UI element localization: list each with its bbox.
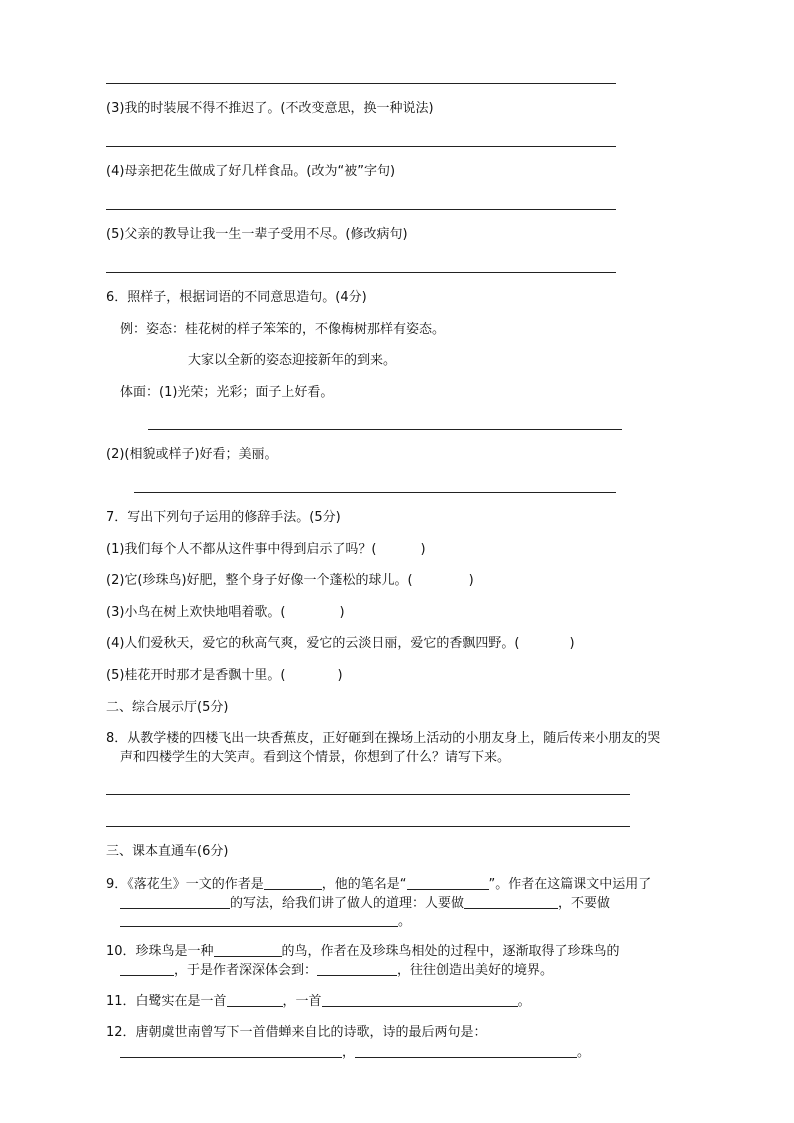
q5-sentence-3: (3)我的时装展不得不推迟了。(不改变意思，换一种说法) xyxy=(106,101,434,116)
answer-blank[interactable] xyxy=(355,1044,577,1058)
section-2-title: 二、综合展示厅(5分) xyxy=(106,700,229,715)
q9-c: ”。作者在这篇课文中运用了 xyxy=(488,877,652,892)
q6-example-2: 大家以全新的姿态迎接新年的到来。 xyxy=(188,353,397,368)
q12-b: ， xyxy=(342,1045,356,1060)
q9-b: ，他的笔名是“ xyxy=(321,877,407,892)
q9-d: 的写法，给我们讲了做人的道理：人要做 xyxy=(230,896,465,911)
q6-item-2: (2)(相貌或样子)好看；美丽。 xyxy=(106,447,278,462)
answer-line[interactable] xyxy=(106,826,630,827)
answer-blank[interactable] xyxy=(227,993,283,1007)
close-paren: ) xyxy=(569,636,575,651)
q12-c: 。 xyxy=(577,1045,591,1060)
q9-f: 。 xyxy=(398,914,412,929)
answer-blank[interactable] xyxy=(322,993,518,1007)
answer-blank[interactable] xyxy=(264,876,322,890)
q8-line-2: 声和四楼学生的大笑声。看到这个情景，你想到了什么？请写下来。 xyxy=(120,750,511,765)
q5-sentence-4: (4)母亲把花生做成了好几样食品。(改为“被”字句) xyxy=(106,164,396,179)
answer-blank[interactable] xyxy=(120,913,398,927)
answer-blank[interactable] xyxy=(120,1044,342,1058)
q10-a: 10．珍珠鸟是一种 xyxy=(106,944,214,959)
q12-line-1: 12．唐朝虞世南曾写下一首借蝉来自比的诗歌，诗的最后两句是： xyxy=(106,1025,487,1040)
q7-sentence-5 xyxy=(106,668,343,684)
q9-a: 9．《落花生》一文的作者是 xyxy=(106,877,264,892)
q7-sentence-2 xyxy=(106,573,474,589)
q6-title: 6．照样子，根据词语的不同意思造句。(4分) xyxy=(106,290,367,305)
answer-line[interactable] xyxy=(106,83,616,84)
answer-blank[interactable] xyxy=(214,943,282,957)
answer-line[interactable] xyxy=(134,492,616,493)
q9-e: ，不要做 xyxy=(558,896,611,911)
q7-sentence-1 xyxy=(106,542,426,558)
answer-line[interactable] xyxy=(106,272,616,273)
answer-blank[interactable] xyxy=(317,962,397,976)
q7-sentence-3 xyxy=(106,605,345,621)
q6-item-1: 体面：(1)光荣；光彩；面子上好看。 xyxy=(120,385,334,400)
q12-line-2 xyxy=(120,1044,590,1061)
q5-sentence-5: (5)父亲的教导让我一生一辈子受用不尽。(修改病句) xyxy=(106,227,408,242)
q9-line-3 xyxy=(120,913,411,930)
q11-line xyxy=(106,993,531,1010)
section-3-title: 三、课本直通车(6分) xyxy=(106,844,229,859)
q10-c: ，于是作者深深体会到： xyxy=(174,963,318,978)
q7-s2-text: (2)它(珍珠鸟)好肥，整个身子好像一个蓬松的球儿。( xyxy=(106,573,413,588)
q7-s4-text: (4)人们爱秋天，爱它的秋高气爽，爱它的云淡日丽，爱它的香飘四野。( xyxy=(106,636,520,651)
answer-blank[interactable] xyxy=(120,895,230,909)
q10-line-2 xyxy=(120,962,553,979)
answer-blank[interactable] xyxy=(120,962,174,976)
q7-title: 7．写出下列句子运用的修辞手法。(5分) xyxy=(106,510,341,525)
q9-line-2 xyxy=(120,895,610,912)
answer-line[interactable] xyxy=(148,429,622,430)
q10-d: ，往往创造出美好的境界。 xyxy=(397,963,554,978)
answer-line[interactable] xyxy=(106,146,616,147)
close-paren: ) xyxy=(420,542,426,557)
q6-example-1: 例：姿态：桂花树的样子笨笨的，不像梅树那样有姿态。 xyxy=(120,322,446,337)
q9-line-1 xyxy=(106,876,651,893)
answer-line[interactable] xyxy=(106,209,616,210)
close-paren: ) xyxy=(468,573,474,588)
q11-c: 。 xyxy=(517,994,531,1009)
q7-sentence-4 xyxy=(106,636,575,652)
answer-line[interactable] xyxy=(106,794,630,795)
close-paren: ) xyxy=(339,605,345,620)
q11-b: ，一首 xyxy=(282,994,322,1009)
q10-b: 的鸟，作者在及珍珠鸟相处的过程中，逐渐取得了珍珠鸟的 xyxy=(281,944,620,959)
q7-s3-text: (3)小鸟在树上欢快地唱着歌。( xyxy=(106,605,286,620)
q8-line-1: 8．从教学楼的四楼飞出一块香蕉皮，正好砸到在操场上活动的小朋友身上，随后传来小朋友的哭 xyxy=(106,731,661,746)
answer-blank[interactable] xyxy=(464,895,558,909)
q7-s1-text: (1)我们每个人不都从这件事中得到启示了吗？( xyxy=(106,542,377,557)
close-paren: ) xyxy=(337,668,343,683)
answer-blank[interactable] xyxy=(407,876,489,890)
q7-s5-text: (5)桂花开时那才是香飘十里。( xyxy=(106,668,286,683)
q11-a: 11．白鹭实在是一首 xyxy=(106,994,227,1009)
q10-line-1 xyxy=(106,943,620,960)
